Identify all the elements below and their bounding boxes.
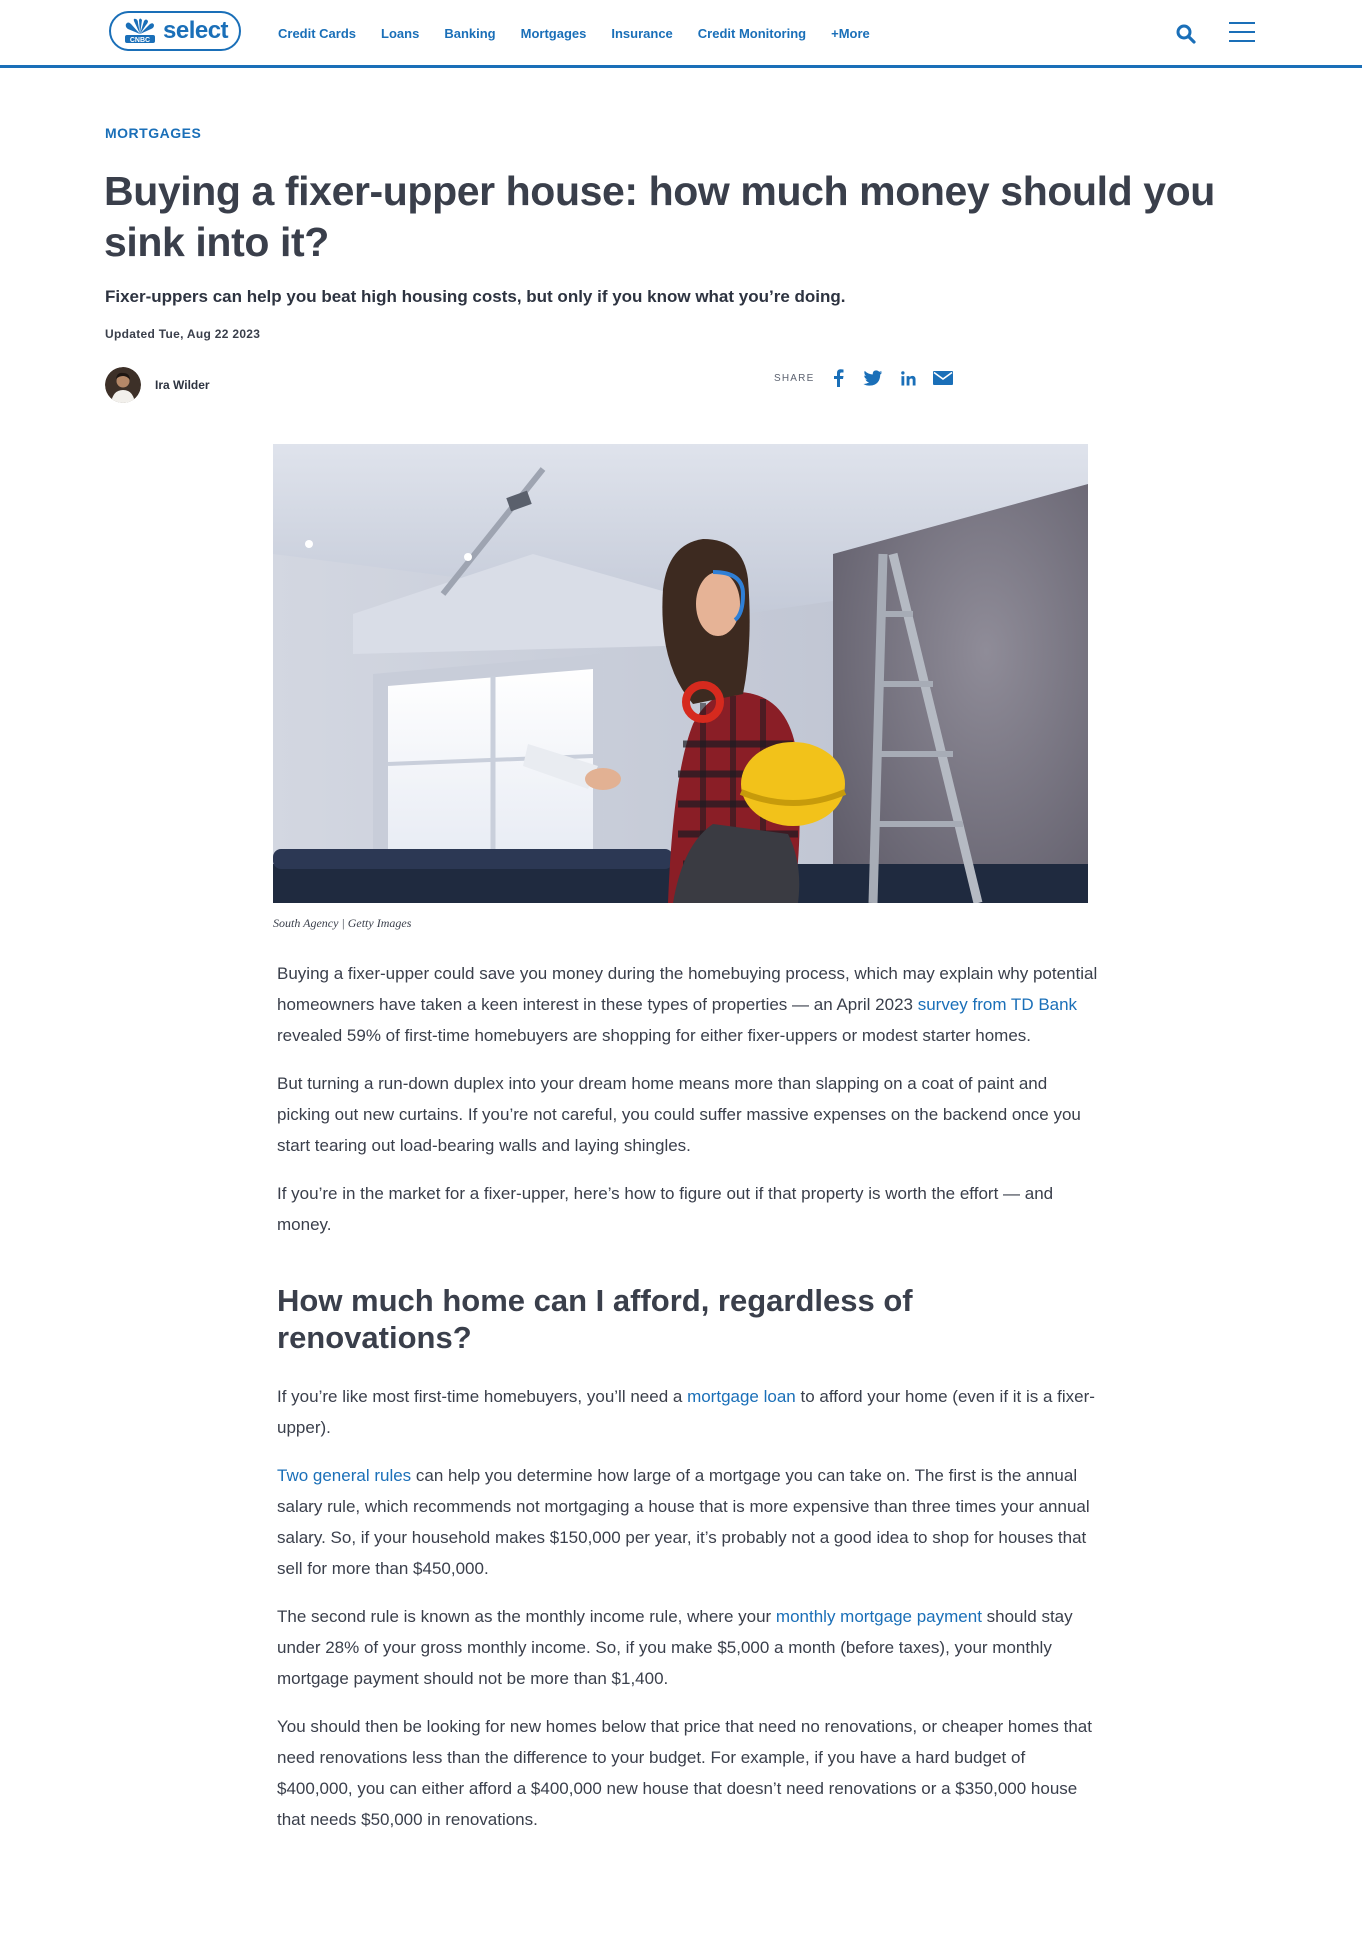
nav-credit-cards[interactable]: Credit Cards (278, 26, 357, 41)
linkedin-icon[interactable] (897, 367, 919, 389)
email-icon[interactable] (932, 367, 954, 389)
facebook-icon[interactable] (827, 367, 849, 389)
mortgage-loan-link[interactable]: mortgage loan (687, 1387, 796, 1406)
hero-image (273, 444, 1088, 903)
monthly-mortgage-payment-link[interactable]: monthly mortgage payment (775, 1607, 982, 1626)
paragraph-text: The second rule is known as the monthly income rule, where your (277, 1607, 776, 1626)
paragraph-text: Buying a fixer-upper could save you money during the homebuying process, which may explain why potential homeowners have taken a keen interest in these types of properties — an April 2023 (277, 964, 1098, 1014)
main-nav (278, 26, 895, 41)
search-icon[interactable] (1174, 22, 1198, 46)
site-header (0, 0, 1362, 68)
paragraph-2: But turning a run-down duplex into your dream home means more than slapping on a coat of paint and picking out new curtains. If you’re not careful, you could suffer massive expenses on the backend once you start tearing out load-bearing walls and laying shingles. (277, 1074, 1081, 1155)
paragraph-text: should stay under 28% of your gross monthly income. So, if you make $5,000 a month (before taxes), your monthly mortgage payment should not be more than $1,400. (277, 1607, 1073, 1688)
survey-link[interactable]: survey from TD Bank (917, 995, 1078, 1014)
article-body (277, 958, 1102, 1852)
author-byline[interactable] (105, 367, 210, 403)
twitter-icon[interactable] (862, 367, 884, 389)
hero-illustration (273, 444, 1088, 903)
article-dek: Fixer-uppers can help you beat high housing costs, but only if you know what you’re doing. (105, 287, 846, 306)
paragraph-6 (277, 1601, 1102, 1694)
section-heading: How much home can I afford, regardless of renovations? (277, 1283, 913, 1355)
nav-insurance[interactable]: Insurance (611, 26, 673, 41)
paragraph-text: to afford your home (even if it is a fixer-upper). (277, 1387, 1095, 1437)
nav-loans[interactable]: Loans (381, 26, 420, 41)
paragraph-text: can help you determine how large of a mortgage you can take on. The first is the annual salary rule, which recommends not mortgaging a house that is more expensive than three times your annual salary. So, if your household makes $150,000 per year, it’s probably not a good idea to shop for houses that sell for more than $450,000. (277, 1466, 1090, 1578)
hamburger-menu-icon[interactable] (1228, 20, 1256, 44)
updated-timestamp: Updated Tue, Aug 22 2023 (105, 327, 261, 341)
author-name: Ira Wilder (155, 378, 210, 392)
paragraph-7: You should then be looking for new homes below that price that need no renovations, or cheaper homes that need renovations less than the difference to your budget. For example, if you have a hard budget of $400,000, you can either afford a $400,000 new house that doesn’t need renovations or a $350,000 house that needs $50,000 in renovations. (277, 1717, 1092, 1829)
paragraph-text: If you’re like most first-time homebuyers, you’ll need a (277, 1387, 688, 1406)
cnbc-select-logo[interactable] (109, 11, 241, 51)
section-kicker[interactable]: MORTGAGES (105, 125, 202, 141)
nav-credit-monitoring[interactable]: Credit Monitoring (697, 26, 807, 41)
paragraph-3: If you’re in the market for a fixer-upper, here’s how to figure out if that property is worth the effort — and money. (277, 1184, 1054, 1234)
two-general-rules-link[interactable]: Two general rules (277, 1466, 412, 1485)
nav-banking[interactable]: Banking (444, 26, 496, 41)
peacock-logo-icon (123, 18, 157, 44)
share-bar (774, 367, 967, 389)
nav-mortgages[interactable]: Mortgages (520, 26, 587, 41)
image-caption: South Agency | Getty Images (273, 916, 412, 930)
paragraph-5 (277, 1460, 1102, 1584)
svg-text:CNBC: CNBC (129, 37, 151, 44)
author-avatar (105, 367, 141, 403)
paragraph-4 (277, 1381, 1102, 1443)
article-headline: Buying a fixer-upper house: how much money should you sink into it? (104, 168, 1215, 265)
nav-more[interactable]: +More (831, 26, 870, 41)
paragraph-text: revealed 59% of first-time homebuyers are shopping for either fixer-uppers or modest starter homes. (277, 1026, 1032, 1045)
paragraph-1 (277, 958, 1102, 1051)
logo-text: select (163, 17, 229, 44)
share-label: SHARE (774, 372, 815, 384)
